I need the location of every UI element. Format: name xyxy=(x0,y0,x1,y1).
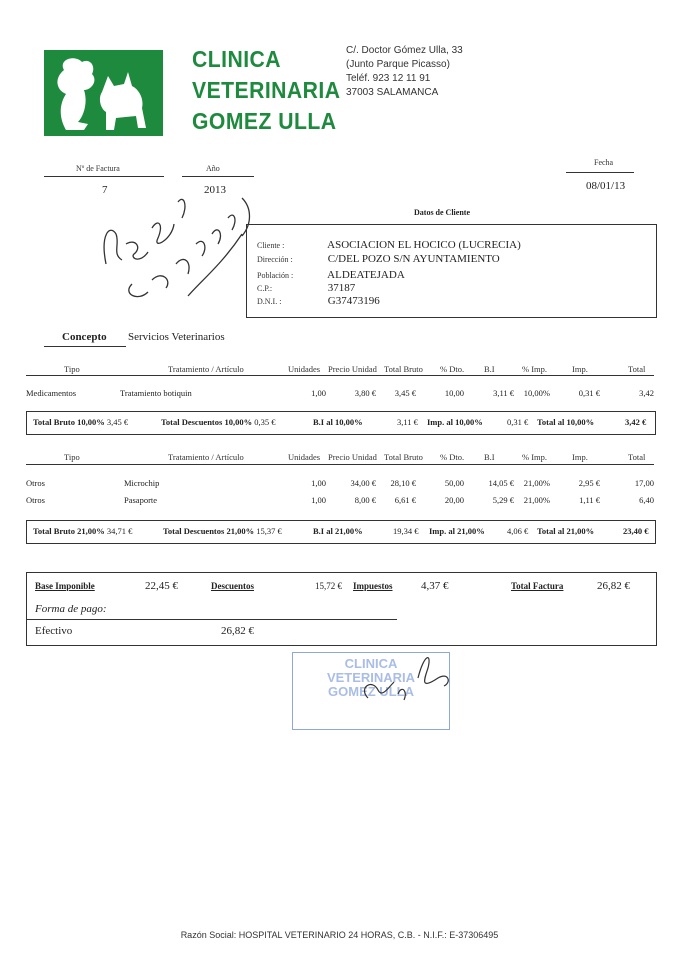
invoice-date: 08/01/13 xyxy=(586,180,626,192)
row-tipo: Otros xyxy=(26,495,45,505)
row-tratamiento: Microchip xyxy=(124,478,160,488)
col-imp: Imp. xyxy=(572,364,588,374)
row-imp: 0,31 € xyxy=(578,388,600,398)
client-name-row xyxy=(257,239,521,252)
forma-pago-label: Forma de pago: xyxy=(35,603,107,615)
total-desc-21-label: Total Descuentos 21,00% xyxy=(163,526,255,536)
impuestos-label: Impuestos xyxy=(353,581,393,591)
total-21-label: Total al 21,00% xyxy=(537,526,595,536)
col-imp-pct: % Imp. xyxy=(522,364,548,374)
impuestos: 4,37 € xyxy=(421,580,449,592)
stamp-line-2: VETERINARIA xyxy=(326,670,416,685)
total-10: 3,42 € xyxy=(625,417,647,427)
row-tipo: Otros xyxy=(26,478,45,488)
row-precio: 34,00 € xyxy=(350,478,376,488)
row-unidades: 1,00 xyxy=(311,388,326,398)
address-line-1: C/. Doctor Gómez Ulla, 33 xyxy=(346,45,463,56)
row-dto: 50,00 xyxy=(444,478,464,488)
row-bruto: 28,10 € xyxy=(390,478,416,488)
client-section-title: Datos de Cliente xyxy=(414,208,470,217)
invoice-number-label: Nº de Factura xyxy=(76,164,120,173)
row-bi: 14,05 € xyxy=(488,478,514,488)
totals-10-box xyxy=(26,411,656,435)
payment-amount: 26,82 € xyxy=(221,625,254,637)
total-10-label: Total al 10,00% xyxy=(537,417,595,427)
handwritten-signature xyxy=(92,184,264,314)
brand-line-1: CLINICA xyxy=(192,46,282,72)
footer-razon-social: Razón Social: HOSPITAL VETERINARIO 24 HORAS, C.B. - N.I.F.: E-37306495 xyxy=(180,930,499,940)
total-bruto-10: 3,45 € xyxy=(106,417,129,427)
row-imp-pct: 21,00% xyxy=(523,478,550,488)
col-dto: % Dto. xyxy=(440,452,465,462)
row-imp-pct: 21,00% xyxy=(523,495,550,505)
stamp-signature xyxy=(348,648,468,708)
row-total: 3,42 xyxy=(639,388,654,398)
totals-21-box xyxy=(26,520,656,544)
client-city: ALDEATEJADA xyxy=(327,269,405,281)
client-dni-label: D.N.I. : xyxy=(257,297,282,306)
base-imponible: 22,45 € xyxy=(145,580,178,592)
row-imp-pct: 10,00% xyxy=(523,388,550,398)
row-precio: 3,80 € xyxy=(354,388,376,398)
address-line-3: Teléf. 923 12 11 91 xyxy=(346,73,431,84)
client-name-label: Cliente : xyxy=(257,241,285,250)
address-line-4: 37003 SALAMANCA xyxy=(346,87,439,98)
brand-line-2: VETERINARIA xyxy=(192,77,341,103)
col-unidades: Unidades xyxy=(288,364,321,374)
imp-21-label: Imp. al 21,00% xyxy=(429,526,485,536)
col-precio: Precio Unidad xyxy=(328,364,377,374)
imp-10-label: Imp. al 10,00% xyxy=(427,417,483,427)
total-desc-10-label: Total Descuentos 10,00% xyxy=(161,417,253,427)
client-postcode-row xyxy=(257,282,355,295)
address-line-2: (Junto Parque Picasso) xyxy=(346,59,450,70)
col-bi: B.I xyxy=(484,364,495,374)
bi-21: 19,34 € xyxy=(393,526,419,536)
row-tipo: Medicamentos xyxy=(26,388,77,398)
client-box xyxy=(246,224,657,318)
col-imp: Imp. xyxy=(572,452,588,462)
client-city-label: Población : xyxy=(257,271,294,280)
client-address-label: Dirección : xyxy=(257,255,293,264)
row-unidades: 1,00 xyxy=(311,478,326,488)
clinic-address xyxy=(346,44,463,100)
descuentos: 15,72 € xyxy=(315,581,342,591)
col-precio: Precio Unidad xyxy=(328,452,377,462)
col-tipo: Tipo xyxy=(64,452,80,462)
col-bruto: Total Bruto xyxy=(384,364,423,374)
row-bi: 3,11 € xyxy=(493,388,514,398)
total-desc-21: 15,37 € xyxy=(256,526,282,536)
brand-line-3: GOMEZ ULLA xyxy=(192,108,337,134)
row-bruto: 6,61 € xyxy=(394,495,416,505)
client-city-row xyxy=(257,269,405,282)
clinic-logo xyxy=(44,50,163,136)
row-tratamiento: Tratamiento botiquin xyxy=(120,388,192,398)
total-desc-10: 0,35 € xyxy=(254,417,276,427)
clinic-name xyxy=(192,44,340,137)
descuentos-label: Descuentos xyxy=(211,581,254,591)
invoice-year: 2013 xyxy=(204,184,226,196)
invoice-number: 7 xyxy=(102,184,108,196)
invoice-date-label: Fecha xyxy=(594,158,614,167)
client-name: ASOCIACION EL HOCICO (LUCRECIA) xyxy=(327,239,521,251)
stamp-line-3: GOMEZ ULLA xyxy=(328,684,414,699)
row-precio: 8,00 € xyxy=(354,495,376,505)
bi-10: 3,11 € xyxy=(397,417,418,427)
row-bruto: 3,45 € xyxy=(394,388,416,398)
concepto-value: Servicios Veterinarios xyxy=(128,331,225,343)
client-dni-row xyxy=(257,295,380,308)
row-dto: 10,00 xyxy=(444,388,464,398)
row-unidades: 1,00 xyxy=(311,495,326,505)
col-tratamiento: Tratamiento / Artículo xyxy=(168,452,244,462)
total-factura: 26,82 € xyxy=(597,580,630,592)
col-bruto: Total Bruto xyxy=(384,452,423,462)
client-dni: G37473196 xyxy=(327,295,380,307)
col-tipo: Tipo xyxy=(64,364,80,374)
imp-21: 4,06 € xyxy=(507,526,529,536)
col-dto: % Dto. xyxy=(440,364,465,374)
col-unidades: Unidades xyxy=(288,452,321,462)
row-bi: 5,29 € xyxy=(492,495,514,505)
col-total: Total xyxy=(628,364,646,374)
row-imp: 2,95 € xyxy=(578,478,600,488)
row-total: 6,40 xyxy=(639,495,654,505)
row-tratamiento: Pasaporte xyxy=(124,495,158,505)
base-imponible-label: Base Imponible xyxy=(35,581,95,591)
total-bruto-21: 34,71 € xyxy=(106,526,133,536)
concepto-label: Concepto xyxy=(62,331,107,343)
total-bruto-10-label: Total Bruto 10,00% xyxy=(33,417,105,427)
stamp-line-1: CLINICA xyxy=(344,656,398,671)
client-address-row xyxy=(257,253,500,266)
row-imp: 1,11 € xyxy=(579,495,600,505)
summary-box xyxy=(26,572,657,646)
col-total: Total xyxy=(628,452,646,462)
bi-10-label: B.I al 10,00% xyxy=(313,417,363,427)
total-21: 23,40 € xyxy=(623,526,649,536)
client-postcode-label: C.P.: xyxy=(257,284,273,293)
col-bi: B.I xyxy=(484,452,495,462)
imp-10: 0,31 € xyxy=(507,417,529,427)
dog-logo-icon xyxy=(44,50,163,136)
total-bruto-21-label: Total Bruto 21,00% xyxy=(33,526,105,536)
payment-method: Efectivo xyxy=(35,625,73,637)
total-factura-label: Total Factura xyxy=(511,581,564,591)
col-tratamiento: Tratamiento / Artículo xyxy=(168,364,244,374)
client-postcode: 37187 xyxy=(327,282,356,294)
bi-21-label: B.I al 21,00% xyxy=(313,526,363,536)
col-imp-pct: % Imp. xyxy=(522,452,548,462)
row-dto: 20,00 xyxy=(444,495,464,505)
row-total: 17,00 xyxy=(634,478,654,488)
invoice-year-label: Año xyxy=(206,164,220,173)
client-address: C/DEL POZO S/N AYUNTAMIENTO xyxy=(327,253,500,265)
